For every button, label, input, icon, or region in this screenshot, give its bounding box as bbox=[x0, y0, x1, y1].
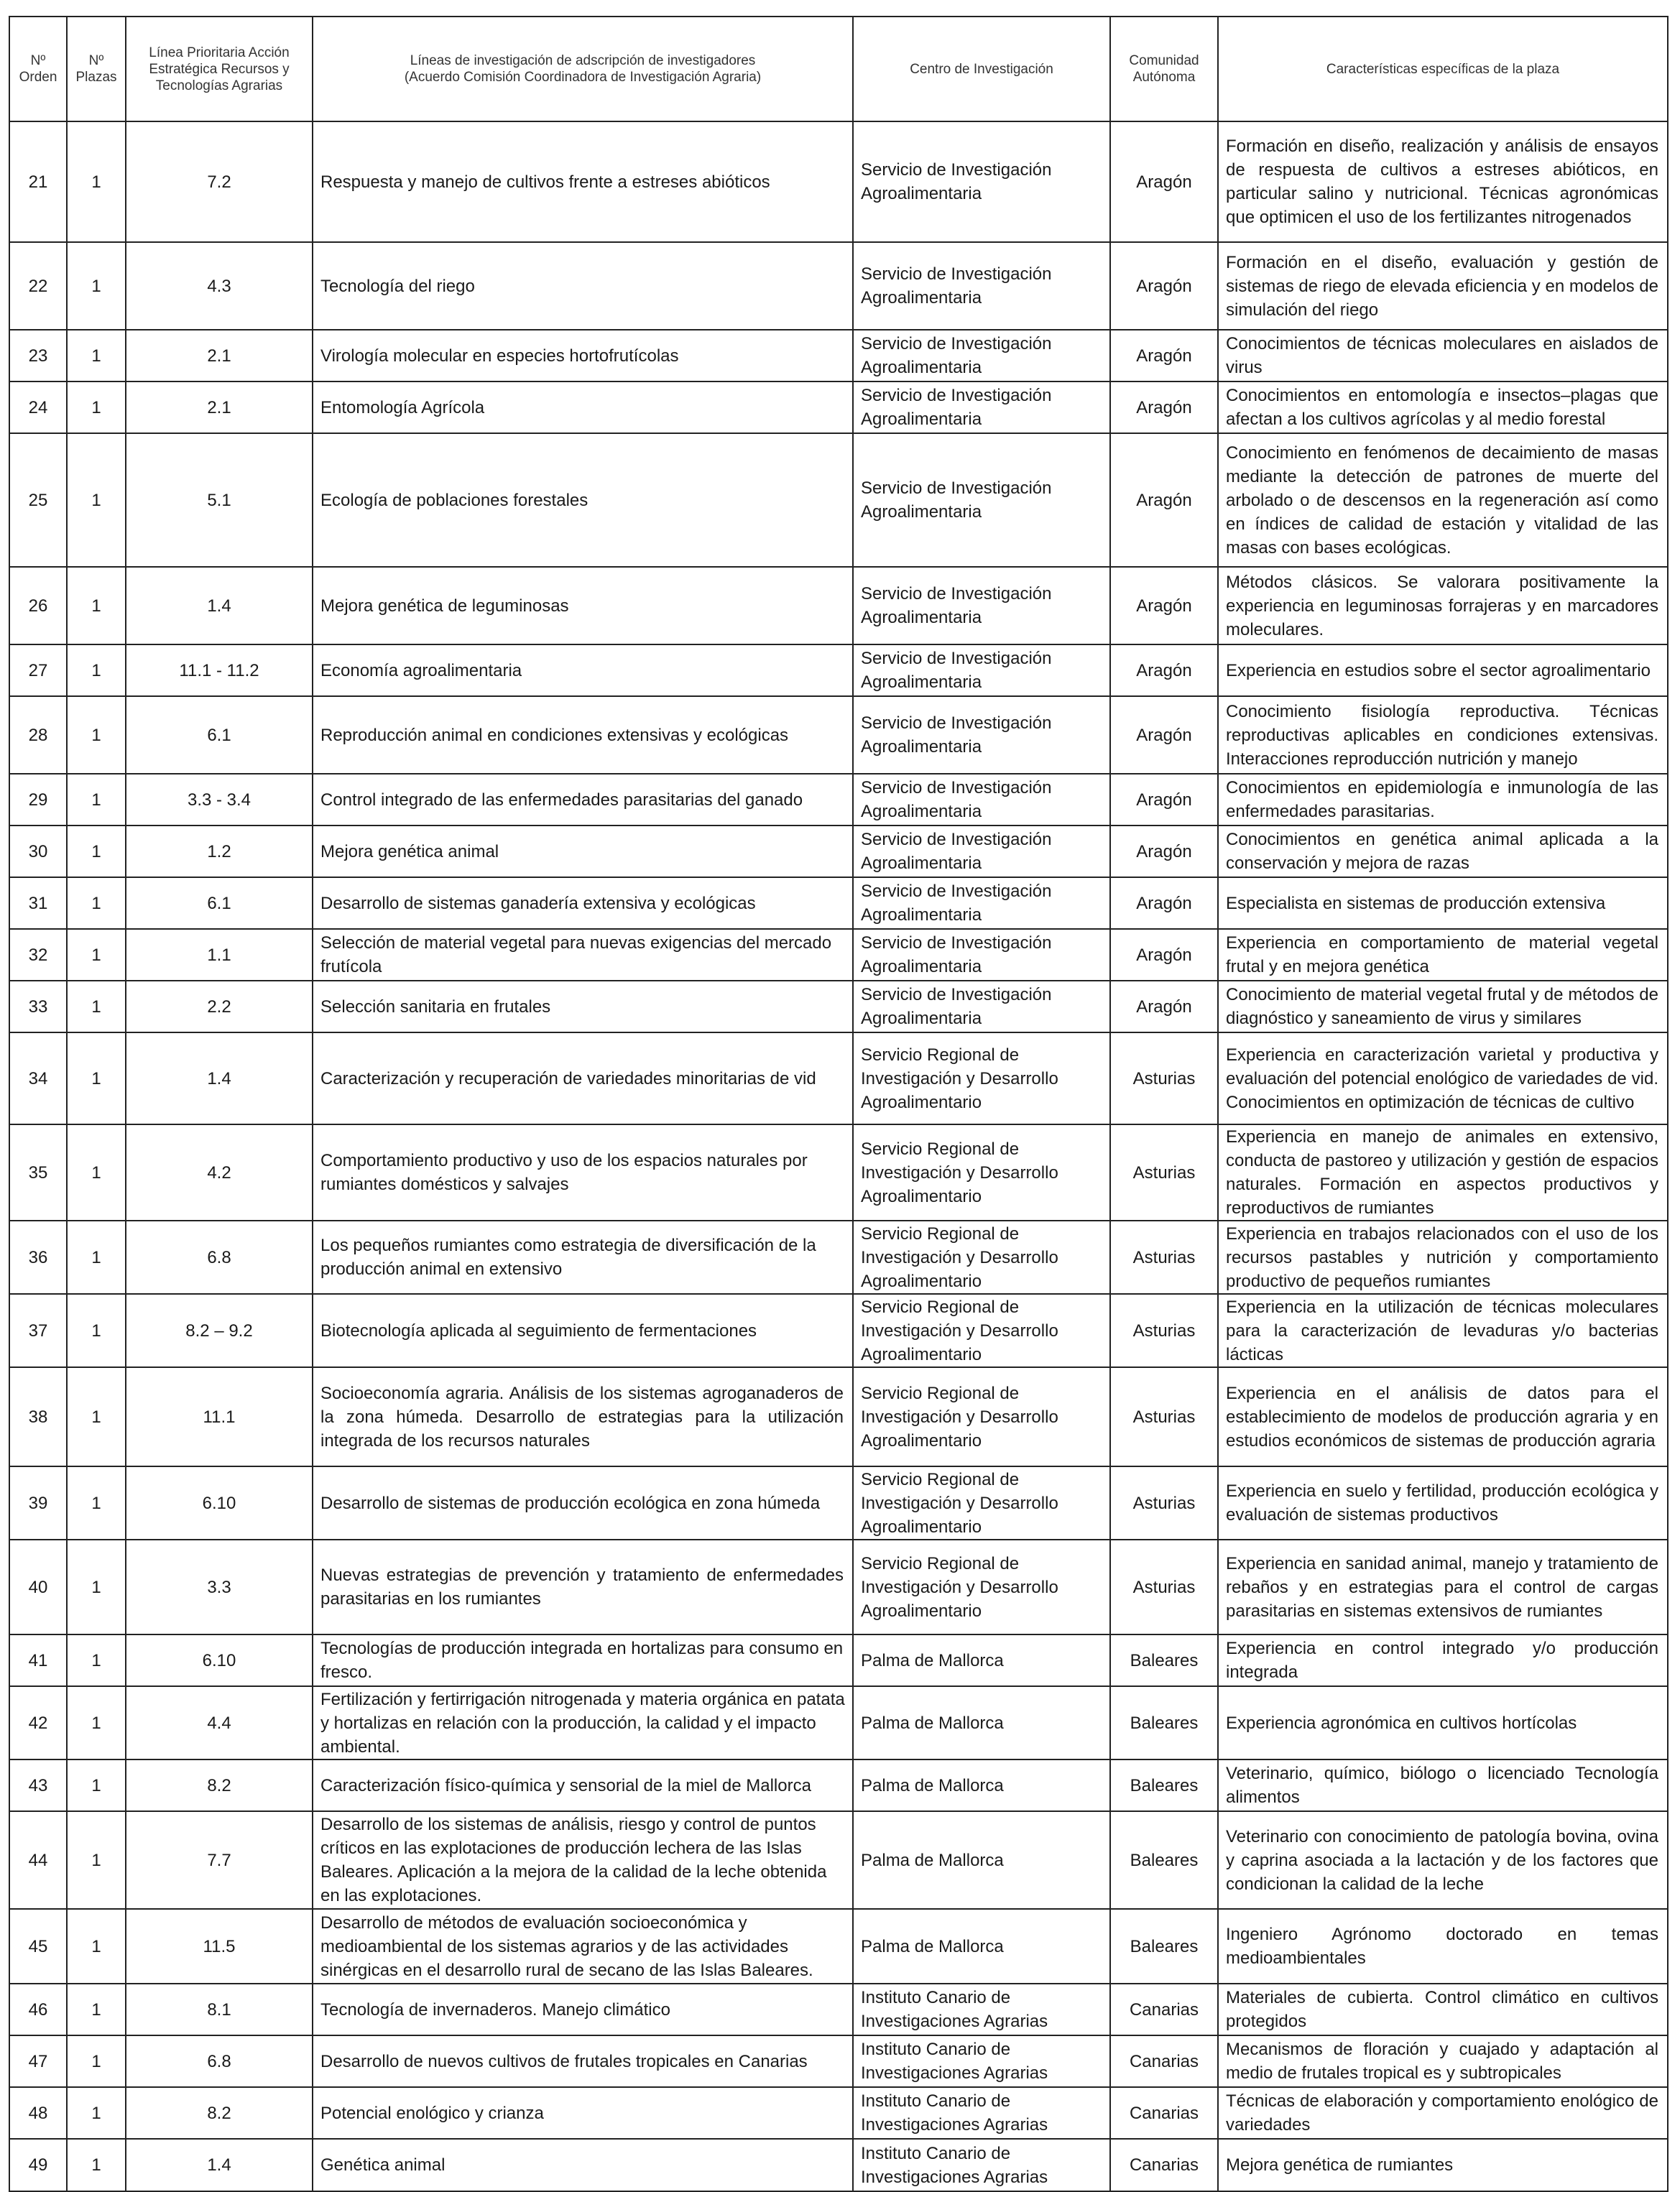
cell-linea: 1.2 bbox=[126, 826, 313, 877]
cell-linea: 4.3 bbox=[126, 242, 313, 330]
cell-caracteristicas: Especialista en sistemas de producción extensiva bbox=[1218, 877, 1668, 929]
cell-caracteristicas: Experiencia en comportamiento de material vegetal frutal y en mejora genética bbox=[1218, 929, 1668, 981]
cell-orden: 24 bbox=[9, 381, 67, 433]
table-row bbox=[9, 381, 1668, 433]
cell-caracteristicas: Formación en el diseño, evaluación y gestión de sistemas de riego de elevada eficiencia y en modelos de simulación del riego bbox=[1218, 242, 1668, 330]
cell-orden: 47 bbox=[9, 2035, 67, 2087]
cell-plazas: 1 bbox=[67, 1984, 126, 2035]
cell-investigacion: Selección de material vegetal para nuevas exigencias del mercado frutícola bbox=[313, 929, 853, 981]
cell-comunidad: Baleares bbox=[1110, 1811, 1218, 1909]
cell-centro: Palma de Mallorca bbox=[853, 1759, 1110, 1811]
cell-comunidad: Asturias bbox=[1110, 1540, 1218, 1634]
cell-comunidad: Aragón bbox=[1110, 381, 1218, 433]
cell-comunidad: Asturias bbox=[1110, 1294, 1218, 1367]
table-row bbox=[9, 2035, 1668, 2087]
cell-comunidad: Canarias bbox=[1110, 2087, 1218, 2139]
cell-comunidad: Canarias bbox=[1110, 1984, 1218, 2035]
cell-plazas: 1 bbox=[67, 981, 126, 1032]
table-row bbox=[9, 774, 1668, 826]
cell-centro: Instituto Canario de Investigaciones Agrarias bbox=[853, 2035, 1110, 2087]
cell-caracteristicas: Técnicas de elaboración y comportamiento enológico de variedades bbox=[1218, 2087, 1668, 2139]
cell-investigacion: Potencial enológico y crianza bbox=[313, 2087, 853, 2139]
cell-plazas: 1 bbox=[67, 433, 126, 567]
cell-investigacion: Virología molecular en especies hortofrutícolas bbox=[313, 330, 853, 381]
cell-comunidad: Aragón bbox=[1110, 877, 1218, 929]
cell-comunidad: Aragón bbox=[1110, 644, 1218, 696]
cell-plazas: 1 bbox=[67, 1221, 126, 1294]
cell-plazas: 1 bbox=[67, 1909, 126, 1984]
header-centro: Centro de Investigación bbox=[853, 17, 1110, 121]
cell-caracteristicas: Veterinario, químico, biólogo o licenciado Tecnología alimentos bbox=[1218, 1759, 1668, 1811]
cell-orden: 37 bbox=[9, 1294, 67, 1367]
cell-plazas: 1 bbox=[67, 1634, 126, 1686]
cell-centro: Instituto Canario de Investigaciones Agrarias bbox=[853, 1984, 1110, 2035]
cell-plazas: 1 bbox=[67, 2087, 126, 2139]
cell-orden: 31 bbox=[9, 877, 67, 929]
cell-investigacion: Economía agroalimentaria bbox=[313, 644, 853, 696]
cell-linea: 3.3 bbox=[126, 1540, 313, 1634]
cell-centro: Servicio de Investigación Agroalimentaria bbox=[853, 696, 1110, 774]
cell-centro: Palma de Mallorca bbox=[853, 1811, 1110, 1909]
cell-plazas: 1 bbox=[67, 381, 126, 433]
cell-comunidad: Canarias bbox=[1110, 2035, 1218, 2087]
cell-plazas: 1 bbox=[67, 2139, 126, 2191]
cell-linea: 8.2 bbox=[126, 1759, 313, 1811]
cell-plazas: 1 bbox=[67, 826, 126, 877]
cell-orden: 32 bbox=[9, 929, 67, 981]
cell-plazas: 1 bbox=[67, 1759, 126, 1811]
cell-plazas: 1 bbox=[67, 1124, 126, 1221]
cell-linea: 11.1 - 11.2 bbox=[126, 644, 313, 696]
cell-linea: 4.2 bbox=[126, 1124, 313, 1221]
cell-caracteristicas: Métodos clásicos. Se valorara positivamente la experiencia en leguminosas forrajeras y en marcadores moleculares. bbox=[1218, 567, 1668, 644]
cell-orden: 44 bbox=[9, 1811, 67, 1909]
header-orden: Nº Orden bbox=[9, 17, 67, 121]
table-row bbox=[9, 433, 1668, 567]
cell-investigacion: Tecnologías de producción integrada en hortalizas para consumo en fresco. bbox=[313, 1634, 853, 1686]
cell-comunidad: Aragón bbox=[1110, 774, 1218, 826]
cell-comunidad: Asturias bbox=[1110, 1221, 1218, 1294]
cell-centro: Palma de Mallorca bbox=[853, 1634, 1110, 1686]
cell-plazas: 1 bbox=[67, 774, 126, 826]
cell-investigacion: Desarrollo de los sistemas de análisis, riesgo y control de puntos críticos en las explotaciones de producción lechera de las Islas Baleares. Aplicación a la mejora de la calidad de la leche obtenida en las explotaciones. bbox=[313, 1811, 853, 1909]
cell-orden: 36 bbox=[9, 1221, 67, 1294]
cell-centro: Servicio de Investigación Agroalimentaria bbox=[853, 826, 1110, 877]
cell-investigacion: Desarrollo de sistemas de producción ecológica en zona húmeda bbox=[313, 1466, 853, 1540]
cell-comunidad: Canarias bbox=[1110, 2139, 1218, 2191]
table-row bbox=[9, 929, 1668, 981]
cell-caracteristicas: Mejora genética de rumiantes bbox=[1218, 2139, 1668, 2191]
cell-caracteristicas: Experiencia en control integrado y/o producción integrada bbox=[1218, 1634, 1668, 1686]
cell-linea: 6.8 bbox=[126, 1221, 313, 1294]
cell-linea: 6.1 bbox=[126, 877, 313, 929]
cell-orden: 40 bbox=[9, 1540, 67, 1634]
cell-orden: 28 bbox=[9, 696, 67, 774]
cell-caracteristicas: Experiencia en manejo de animales en extensivo, conducta de pastoreo y utilización y gestión de espacios naturales. Formación en aspectos productivos y reproductivos de rumiantes bbox=[1218, 1124, 1668, 1221]
cell-linea: 5.1 bbox=[126, 433, 313, 567]
cell-caracteristicas: Materiales de cubierta. Control climático en cultivos protegidos bbox=[1218, 1984, 1668, 2035]
cell-comunidad: Aragón bbox=[1110, 981, 1218, 1032]
cell-caracteristicas: Conocimiento fisiología reproductiva. Técnicas reproductivas aplicables en condiciones extensivas. Interacciones reproducción nutrición y manejo bbox=[1218, 696, 1668, 774]
cell-comunidad: Asturias bbox=[1110, 1124, 1218, 1221]
cell-caracteristicas: Experiencia en la utilización de técnicas moleculares para la caracterización de levaduras y/o bacterias lácticas bbox=[1218, 1294, 1668, 1367]
cell-linea: 3.3 - 3.4 bbox=[126, 774, 313, 826]
header-caracteristicas: Características específicas de la plaza bbox=[1218, 17, 1668, 121]
table-row bbox=[9, 2087, 1668, 2139]
cell-investigacion: Mejora genética animal bbox=[313, 826, 853, 877]
cell-orden: 21 bbox=[9, 121, 67, 242]
table-row bbox=[9, 121, 1668, 242]
cell-orden: 41 bbox=[9, 1634, 67, 1686]
cell-linea: 1.4 bbox=[126, 2139, 313, 2191]
cell-linea: 11.1 bbox=[126, 1367, 313, 1466]
table-row bbox=[9, 242, 1668, 330]
cell-centro: Servicio de Investigación Agroalimentaria bbox=[853, 774, 1110, 826]
cell-investigacion: Desarrollo de sistemas ganadería extensiva y ecológicas bbox=[313, 877, 853, 929]
table-row bbox=[9, 877, 1668, 929]
document-page bbox=[9, 16, 1667, 2192]
cell-linea: 6.8 bbox=[126, 2035, 313, 2087]
table-row bbox=[9, 1634, 1668, 1686]
table-row bbox=[9, 1294, 1668, 1367]
table-row bbox=[9, 330, 1668, 381]
cell-orden: 45 bbox=[9, 1909, 67, 1984]
header-lineas-investigacion: Líneas de investigación de adscripción de investigadores (Acuerdo Comisión Coordinadora de Investigación Agraria) bbox=[313, 17, 853, 121]
cell-investigacion: Mejora genética de leguminosas bbox=[313, 567, 853, 644]
cell-comunidad: Baleares bbox=[1110, 1759, 1218, 1811]
cell-caracteristicas: Experiencia en caracterización varietal y productiva y evaluación del potencial enológico de variedades de vid. Conocimientos en optimización de técnicas de cultivo bbox=[1218, 1032, 1668, 1124]
cell-orden: 34 bbox=[9, 1032, 67, 1124]
cell-comunidad: Aragón bbox=[1110, 330, 1218, 381]
cell-caracteristicas: Conocimiento de material vegetal frutal y de métodos de diagnóstico y saneamiento de virus y similares bbox=[1218, 981, 1668, 1032]
table-row bbox=[9, 696, 1668, 774]
cell-centro: Servicio Regional de Investigación y Desarrollo Agroalimentario bbox=[853, 1221, 1110, 1294]
cell-caracteristicas: Conocimientos en epidemiología e inmunología de las enfermedades parasitarias. bbox=[1218, 774, 1668, 826]
header-linea-prioritaria: Línea Prioritaria Acción Estratégica Recursos y Tecnologías Agrarias bbox=[126, 17, 313, 121]
cell-comunidad: Baleares bbox=[1110, 1909, 1218, 1984]
cell-plazas: 1 bbox=[67, 644, 126, 696]
cell-orden: 23 bbox=[9, 330, 67, 381]
cell-investigacion: Caracterización y recuperación de variedades minoritarias de vid bbox=[313, 1032, 853, 1124]
cell-plazas: 1 bbox=[67, 2035, 126, 2087]
cell-plazas: 1 bbox=[67, 877, 126, 929]
table-row bbox=[9, 1540, 1668, 1634]
cell-orden: 33 bbox=[9, 981, 67, 1032]
cell-centro: Servicio Regional de Investigación y Desarrollo Agroalimentario bbox=[853, 1367, 1110, 1466]
cell-linea: 1.4 bbox=[126, 1032, 313, 1124]
cell-caracteristicas: Experiencia en sanidad animal, manejo y tratamiento de rebaños y en estrategias para el control de cargas parasitarias en sistemas extensivos de rumiantes bbox=[1218, 1540, 1668, 1634]
table-row bbox=[9, 567, 1668, 644]
cell-caracteristicas: Conocimientos de técnicas moleculares en aislados de virus bbox=[1218, 330, 1668, 381]
cell-investigacion: Los pequeños rumiantes como estrategia de diversificación de la producción animal en extensivo bbox=[313, 1221, 853, 1294]
table-row bbox=[9, 1466, 1668, 1540]
cell-orden: 46 bbox=[9, 1984, 67, 2035]
cell-linea: 6.10 bbox=[126, 1466, 313, 1540]
header-plazas: Nº Plazas bbox=[67, 17, 126, 121]
table-row bbox=[9, 1811, 1668, 1909]
cell-linea: 8.1 bbox=[126, 1984, 313, 2035]
cell-caracteristicas: Mecanismos de floración y cuajado y adaptación al medio de frutales tropical es y subtropicales bbox=[1218, 2035, 1668, 2087]
cell-investigacion: Reproducción animal en condiciones extensivas y ecológicas bbox=[313, 696, 853, 774]
table-row bbox=[9, 1032, 1668, 1124]
table-row bbox=[9, 1367, 1668, 1466]
cell-centro: Servicio Regional de Investigación y Desarrollo Agroalimentario bbox=[853, 1294, 1110, 1367]
cell-investigacion: Control integrado de las enfermedades parasitarias del ganado bbox=[313, 774, 853, 826]
cell-linea: 4.4 bbox=[126, 1686, 313, 1759]
table-row bbox=[9, 826, 1668, 877]
cell-caracteristicas: Conocimiento en fenómenos de decaimiento de masas mediante la detección de patrones de muerte del arbolado o de descensos en la regeneración así como en índices de calidad de estación y vitalidad de las masas con bases ecológicas. bbox=[1218, 433, 1668, 567]
cell-plazas: 1 bbox=[67, 1294, 126, 1367]
table-row bbox=[9, 644, 1668, 696]
cell-linea: 2.2 bbox=[126, 981, 313, 1032]
cell-comunidad: Asturias bbox=[1110, 1466, 1218, 1540]
cell-orden: 43 bbox=[9, 1759, 67, 1811]
table-row bbox=[9, 1221, 1668, 1294]
cell-investigacion: Socioeconomía agraria. Análisis de los sistemas agroganaderos de la zona húmeda. Desarrollo de estrategias para la utilización integrada de los recursos naturales bbox=[313, 1367, 853, 1466]
cell-caracteristicas: Experiencia en estudios sobre el sector agroalimentario bbox=[1218, 644, 1668, 696]
cell-orden: 22 bbox=[9, 242, 67, 330]
cell-caracteristicas: Experiencia agronómica en cultivos hortícolas bbox=[1218, 1686, 1668, 1759]
cell-orden: 30 bbox=[9, 826, 67, 877]
cell-orden: 48 bbox=[9, 2087, 67, 2139]
cell-centro: Servicio de Investigación Agroalimentaria bbox=[853, 330, 1110, 381]
cell-comunidad: Aragón bbox=[1110, 433, 1218, 567]
cell-comunidad: Asturias bbox=[1110, 1032, 1218, 1124]
table-row bbox=[9, 981, 1668, 1032]
cell-comunidad: Aragón bbox=[1110, 696, 1218, 774]
cell-orden: 26 bbox=[9, 567, 67, 644]
cell-centro: Servicio de Investigación Agroalimentaria bbox=[853, 981, 1110, 1032]
cell-comunidad: Baleares bbox=[1110, 1686, 1218, 1759]
cell-linea: 7.7 bbox=[126, 1811, 313, 1909]
header-row bbox=[9, 17, 1668, 121]
cell-plazas: 1 bbox=[67, 1540, 126, 1634]
cell-plazas: 1 bbox=[67, 929, 126, 981]
cell-investigacion: Ecología de poblaciones forestales bbox=[313, 433, 853, 567]
cell-caracteristicas: Conocimientos en genética animal aplicada a la conservación y mejora de razas bbox=[1218, 826, 1668, 877]
cell-centro: Palma de Mallorca bbox=[853, 1909, 1110, 1984]
cell-centro: Servicio de Investigación Agroalimentaria bbox=[853, 121, 1110, 242]
cell-linea: 1.4 bbox=[126, 567, 313, 644]
cell-plazas: 1 bbox=[67, 1811, 126, 1909]
cell-caracteristicas: Ingeniero Agrónomo doctorado en temas medioambientales bbox=[1218, 1909, 1668, 1984]
cell-centro: Servicio de Investigación Agroalimentaria bbox=[853, 877, 1110, 929]
cell-centro: Instituto Canario de Investigaciones Agrarias bbox=[853, 2087, 1110, 2139]
cell-investigacion: Nuevas estrategias de prevención y tratamiento de enfermedades parasitarias en los rumiantes bbox=[313, 1540, 853, 1634]
cell-plazas: 1 bbox=[67, 567, 126, 644]
cell-caracteristicas: Experiencia en trabajos relacionados con el uso de los recursos pastables y nutrición y comportamiento productivo de pequeños rumiantes bbox=[1218, 1221, 1668, 1294]
cell-investigacion: Tecnología del riego bbox=[313, 242, 853, 330]
cell-orden: 25 bbox=[9, 433, 67, 567]
cell-plazas: 1 bbox=[67, 1032, 126, 1124]
cell-caracteristicas: Experiencia en suelo y fertilidad, producción ecológica y evaluación de sistemas productivos bbox=[1218, 1466, 1668, 1540]
cell-comunidad: Aragón bbox=[1110, 121, 1218, 242]
cell-linea: 8.2 – 9.2 bbox=[126, 1294, 313, 1367]
cell-linea: 6.1 bbox=[126, 696, 313, 774]
cell-orden: 35 bbox=[9, 1124, 67, 1221]
cell-investigacion: Entomología Agrícola bbox=[313, 381, 853, 433]
cell-caracteristicas: Conocimientos en entomología e insectos–plagas que afectan a los cultivos agrícolas y al medio forestal bbox=[1218, 381, 1668, 433]
cell-orden: 29 bbox=[9, 774, 67, 826]
cell-orden: 39 bbox=[9, 1466, 67, 1540]
cell-linea: 2.1 bbox=[126, 330, 313, 381]
cell-comunidad: Aragón bbox=[1110, 929, 1218, 981]
cell-investigacion: Comportamiento productivo y uso de los espacios naturales por rumiantes domésticos y salvajes bbox=[313, 1124, 853, 1221]
plazas-table bbox=[9, 16, 1669, 2192]
cell-linea: 1.1 bbox=[126, 929, 313, 981]
cell-centro: Servicio de Investigación Agroalimentaria bbox=[853, 433, 1110, 567]
cell-centro: Servicio de Investigación Agroalimentaria bbox=[853, 567, 1110, 644]
table-row bbox=[9, 2139, 1668, 2191]
cell-centro: Palma de Mallorca bbox=[853, 1686, 1110, 1759]
cell-plazas: 1 bbox=[67, 121, 126, 242]
table-row bbox=[9, 1759, 1668, 1811]
cell-comunidad: Asturias bbox=[1110, 1367, 1218, 1466]
cell-investigacion: Desarrollo de métodos de evaluación socioeconómica y medioambiental de los sistemas agrarios y de las actividades sinérgicas en el desarrollo rural de secano de las Islas Baleares. bbox=[313, 1909, 853, 1984]
cell-caracteristicas: Experiencia en el análisis de datos para el establecimiento de modelos de producción agraria y en estudios económicos de sistemas de producción agraria bbox=[1218, 1367, 1668, 1466]
cell-linea: 11.5 bbox=[126, 1909, 313, 1984]
table-row bbox=[9, 1984, 1668, 2035]
cell-linea: 2.1 bbox=[126, 381, 313, 433]
cell-orden: 38 bbox=[9, 1367, 67, 1466]
cell-centro: Servicio de Investigación Agroalimentaria bbox=[853, 381, 1110, 433]
cell-centro: Servicio Regional de Investigación y Desarrollo Agroalimentario bbox=[853, 1466, 1110, 1540]
cell-plazas: 1 bbox=[67, 1686, 126, 1759]
header-comunidad: Comunidad Autónoma bbox=[1110, 17, 1218, 121]
cell-investigacion: Respuesta y manejo de cultivos frente a estreses abióticos bbox=[313, 121, 853, 242]
cell-plazas: 1 bbox=[67, 1367, 126, 1466]
cell-linea: 8.2 bbox=[126, 2087, 313, 2139]
cell-centro: Servicio Regional de Investigación y Desarrollo Agroalimentario bbox=[853, 1124, 1110, 1221]
cell-investigacion: Desarrollo de nuevos cultivos de frutales tropicales en Canarias bbox=[313, 2035, 853, 2087]
cell-comunidad: Baleares bbox=[1110, 1634, 1218, 1686]
cell-investigacion: Caracterización físico-química y sensorial de la miel de Mallorca bbox=[313, 1759, 853, 1811]
cell-comunidad: Aragón bbox=[1110, 567, 1218, 644]
cell-caracteristicas: Formación en diseño, realización y análisis de ensayos de respuesta de cultivos a estreses abióticos, en particular salino y nutricional. Técnicas agronómicas que optimicen el uso de los fertilizantes nitrogenados bbox=[1218, 121, 1668, 242]
cell-linea: 6.10 bbox=[126, 1634, 313, 1686]
cell-centro: Servicio de Investigación Agroalimentaria bbox=[853, 644, 1110, 696]
cell-investigacion: Fertilización y fertirrigación nitrogenada y materia orgánica en patata y hortalizas en relación con la producción, la calidad y el impacto ambiental. bbox=[313, 1686, 853, 1759]
cell-orden: 27 bbox=[9, 644, 67, 696]
cell-comunidad: Aragón bbox=[1110, 826, 1218, 877]
cell-linea: 7.2 bbox=[126, 121, 313, 242]
cell-centro: Instituto Canario de Investigaciones Agrarias bbox=[853, 2139, 1110, 2191]
cell-orden: 49 bbox=[9, 2139, 67, 2191]
cell-centro: Servicio de Investigación Agroalimentaria bbox=[853, 929, 1110, 981]
cell-plazas: 1 bbox=[67, 1466, 126, 1540]
table-row bbox=[9, 1124, 1668, 1221]
cell-plazas: 1 bbox=[67, 242, 126, 330]
cell-centro: Servicio Regional de Investigación y Desarrollo Agroalimentario bbox=[853, 1032, 1110, 1124]
table-row bbox=[9, 1686, 1668, 1759]
cell-centro: Servicio de Investigación Agroalimentaria bbox=[853, 242, 1110, 330]
cell-investigacion: Genética animal bbox=[313, 2139, 853, 2191]
cell-investigacion: Tecnología de invernaderos. Manejo climático bbox=[313, 1984, 853, 2035]
cell-plazas: 1 bbox=[67, 696, 126, 774]
cell-investigacion: Selección sanitaria en frutales bbox=[313, 981, 853, 1032]
cell-plazas: 1 bbox=[67, 330, 126, 381]
cell-investigacion: Biotecnología aplicada al seguimiento de fermentaciones bbox=[313, 1294, 853, 1367]
cell-orden: 42 bbox=[9, 1686, 67, 1759]
table-row bbox=[9, 1909, 1668, 1984]
cell-centro: Servicio Regional de Investigación y Desarrollo Agroalimentario bbox=[853, 1540, 1110, 1634]
cell-comunidad: Aragón bbox=[1110, 242, 1218, 330]
cell-caracteristicas: Veterinario con conocimiento de patología bovina, ovina y caprina asociada a la lactación y de los factores que condicionan la calidad de la leche bbox=[1218, 1811, 1668, 1909]
